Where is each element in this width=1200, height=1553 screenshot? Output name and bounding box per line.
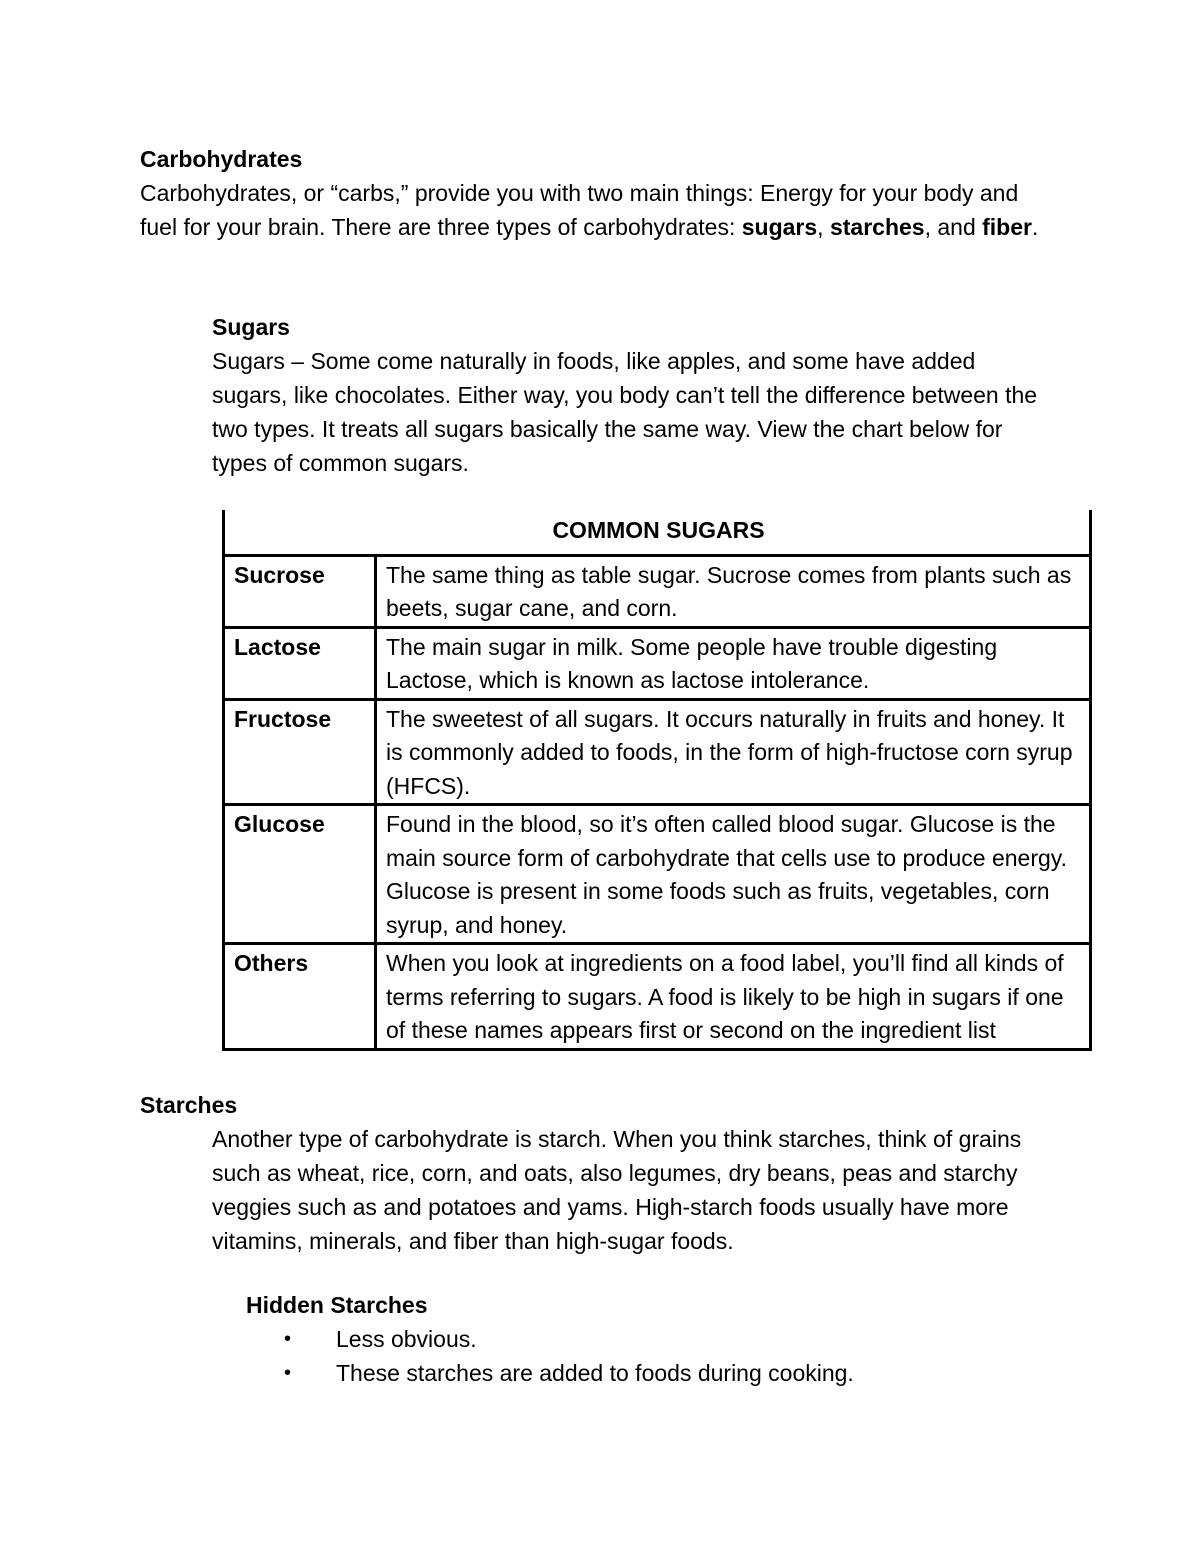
carbohydrates-text: Carbohydrates, or “carbs,” provide you with two main things: Energy for your body and fuel for your brain. There are three types of carbohydrates: [140,180,1019,240]
list-item-text: Less obvious. [336,1326,477,1352]
separator: , [817,214,830,240]
sugars-section [212,310,1042,480]
hidden-starches-section [246,1288,1006,1390]
sugar-description: The main sugar in milk. Some people have trouble digesting Lactose, which is known as lactose intolerance. [376,627,1091,699]
sugar-name: Lactose [224,627,376,699]
starches-paragraph: Another type of carbohydrate is starch. When you think starches, think of grains such as wheat, rice, corn, and oats, also legumes, dry beans, peas and starchy veggies such as and potatoes and yams. High-starch foods usually have more vitamins, minerals, and fiber than high-sugar foods. [212,1126,1022,1254]
table-row [224,805,1091,944]
carbohydrates-section [140,142,1040,244]
hidden-starches-list [246,1322,1006,1390]
starches-section [140,1088,1040,1258]
sugars-paragraph: Sugars – Some come naturally in foods, like apples, and some have added sugars, like chocolates. Either way, you body can’t tell the difference between the two types. It treats all sugars basically the same way. View the chart below for types of common sugars. [212,348,1038,476]
list-item [246,1356,1006,1390]
sugar-description: When you look at ingredients on a food label, you’ll find all kinds of terms referring to sugars. A food is likely to be high in sugars if one of these names appears first or second on the ingredient list [376,944,1091,1050]
bullet-icon: • [284,1362,292,1384]
starches-heading: Starches [140,1092,238,1118]
term-fiber: fiber [982,214,1032,240]
common-sugars-table [222,510,1092,1051]
sugar-description: The sweetest of all sugars. It occurs naturally in fruits and honey. It is commonly added to foods, in the form of high-fructose corn syrup (HFCS). [376,699,1091,805]
term-starches: starches [829,214,925,240]
sugars-heading: Sugars [212,314,290,340]
sugar-description: Found in the blood, so it’s often called blood sugar. Glucose is the main source form of carbohydrate that cells use to produce energy. Glucose is present in some foods such as fruits, vegetables, corn syrup, and honey. [376,805,1091,944]
sugar-name: Others [224,944,376,1050]
table-row [224,627,1091,699]
table-row [224,555,1091,627]
list-item-text: These starches are added to foods during cooking. [336,1360,854,1386]
hidden-starches-heading: Hidden Starches [246,1292,428,1318]
sugar-name: Fructose [224,699,376,805]
carbohydrates-heading: Carbohydrates [140,146,303,172]
carbohydrates-paragraph [140,176,1040,244]
table-row [224,944,1091,1050]
sugar-description: The same thing as table sugar. Sucrose comes from plants such as beets, sugar cane, and corn. [376,555,1091,627]
sugar-name: Sucrose [224,555,376,627]
sugar-name: Glucose [224,805,376,944]
bullet-icon: • [284,1328,292,1350]
table-title-row [224,510,1091,555]
separator: , and [924,214,983,240]
table-title: COMMON SUGARS [224,510,1091,555]
table-row [224,699,1091,805]
list-item [246,1322,1006,1356]
period: . [1031,214,1039,240]
term-sugars: sugars [741,214,818,240]
